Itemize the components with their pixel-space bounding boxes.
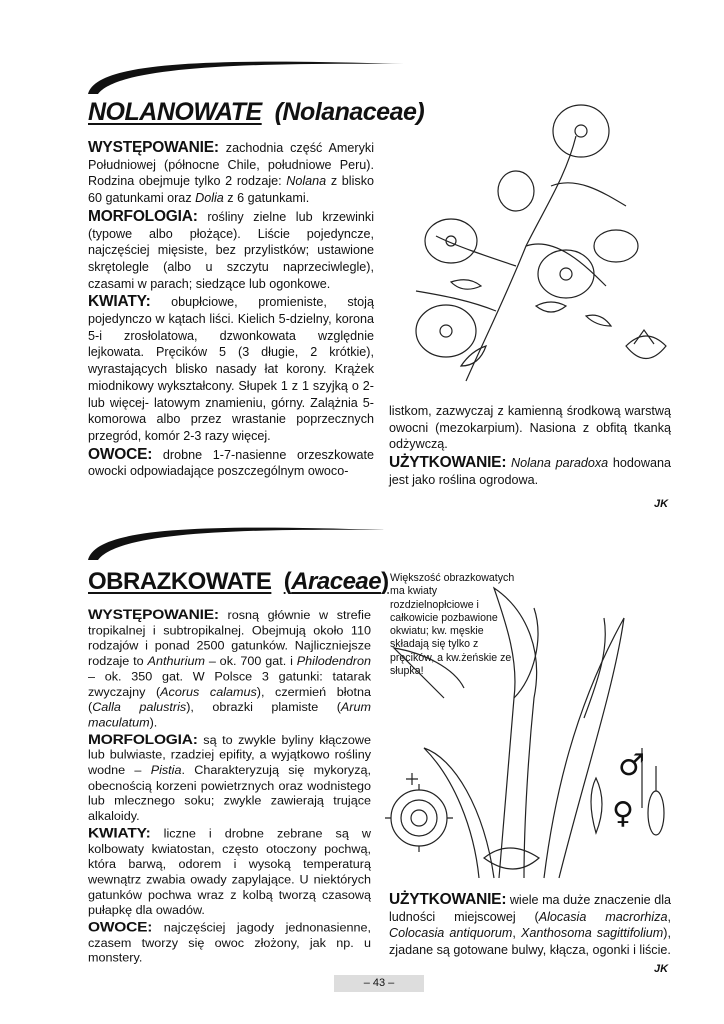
page-number: – 43 – xyxy=(334,975,424,992)
owoce-continuation: listkom, zazwyczaj z kamienną środkową warstwą owocni (mezokarpium). Nasiona z obfitą tkanką odżywczą. xyxy=(389,404,671,452)
uzytkowanie-paragraph: UŻYTKOWANIE: Nolana paradoxa hodowana jest jako roślina ogrodowa. xyxy=(389,454,671,487)
header-swoosh-2 xyxy=(86,522,386,562)
title-latin-2: Araceae xyxy=(291,568,382,595)
title-polish: NOLANOWATE xyxy=(88,98,262,126)
kwiaty-paragraph: KWIATY: obupłciowe, promieniste, stoją pojedynczo w kątach liści. Kielich 5-dzielny, korona 5-i zrosłolatowa, dzwonkowata względnie lejkowata. Pręcików 5 (3 długie, 2 krótkie), wyrastających blisko nasady łat korony. Krążek miodnikowy wykształcony. Słupek 1 z 1 szyjką o 2- lub więcej- latowym znamieniu, górny. Zalążnia 5-komorowa albo przez wrastanie poprzecznych przegród, komór 2-3 razy więcej. xyxy=(88,293,374,443)
uzytkowanie-paragraph-2: UŻYTKOWANIE: wiele ma duże znaczenie dla ludności miejscowej (Alocasia macrorhiza, Colocasia antiquorum, Xanthosoma sagittifolium), zjadane są gotowane bulwy, kłącza, ogonki i liście. xyxy=(389,891,671,958)
wystepowanie-paragraph: WYSTĘPOWANIE: zachodnia część Ameryki Południowej (północne Chile, południowe Peru). Rodzina obejmuje tylko 2 rodzaje: Nolana z blisko 60 gatunkami oraz Dolia z 6 gatunkami. xyxy=(88,139,374,206)
nolanowate-right-column xyxy=(389,403,671,491)
owoce-paragraph: OWOCE: drobne 1-7-nasienne orzeszkowate owocki odpowiadające poszczególnym owoco- xyxy=(88,445,374,479)
female-symbol: ♀ xyxy=(612,796,634,831)
arum-illustration xyxy=(384,578,684,883)
title-polish-2: OBRAZKOWATE xyxy=(88,568,272,595)
section-title-obrazkowate: OBRAZKOWATE (Araceae) xyxy=(88,568,389,595)
male-symbol: ♂ xyxy=(618,748,645,783)
morfologia-paragraph-2: MORFOLOGIA: są to zwykle byliny kłączowe lub bulwiaste, rzadziej epifity, a wyjątkowo rośliny wodne – Pistia. Charakteryzują się mykoryzą, obecnością korzeni powietrznych oraz wodnistego lub mlecznego soku; zwykle zawierają trujące alkaloidy. xyxy=(88,731,371,824)
morfologia-paragraph: MORFOLOGIA: rośliny zielne lub krzewinki (typowe albo płożące). Liście pojedyncze, najczęściej mięsiste, bez przylistków; ustawione skrętolegle (albo u szczytu naprzeciwlegle), czasami w parach; siedzące lub ogonkowe. xyxy=(88,207,374,291)
section-title-nolanowate xyxy=(88,98,424,127)
title-latin: (Nolanaceae) xyxy=(274,98,425,126)
wystepowanie-paragraph-2: WYSTĘPOWANIE: rosną głównie w strefie tropikalnej i subtropikalnej. Obejmują około 110 rodzajów i ponad 2500 gatunków. Najliczniejsze rodzaje to Anthurium – ok. 700 gat. i Philodendron – ok. 350 gat. W Polsce 3 gatunki: tatarak zwyczajny (Acorus calamus), czermień błotna (Calla palustris), obrazki plamiste (Arum maculatum). xyxy=(88,607,372,730)
signature-jk-2: JK xyxy=(654,963,669,975)
nolana-illustration xyxy=(376,96,676,386)
kwiaty-paragraph-2: KWIATY: liczne i drobne zebrane są w kolbowaty kwiatostan, często otoczony pochwą, która barwą, odorem i wysoką temperaturą wewnątrz zwabia owady zapylające. U niektórych gatunków pochwa wraz z kolbą tworzą czasową pułapkę dla owadów. xyxy=(88,825,371,917)
owoce-paragraph-2: OWOCE: najczęściej jagody jednonasienne, czasem tworzy się owoc złożony, jak np. u monstery. xyxy=(88,919,371,965)
obrazkowate-left-column xyxy=(88,608,371,968)
signature-jk-1: JK xyxy=(654,498,669,510)
obrazkowate-right-column xyxy=(389,892,671,961)
nolanowate-left-column xyxy=(88,140,374,482)
araceae-side-note: Większość obrazkowatych ma kwiaty rozdzielnopłciowe i całkowicie pozbawione okwiatu; kw. męskie składają się tylko z pręcików, a kw.żeńskie ze słupka! xyxy=(390,572,515,678)
header-swoosh-1 xyxy=(86,56,406,96)
